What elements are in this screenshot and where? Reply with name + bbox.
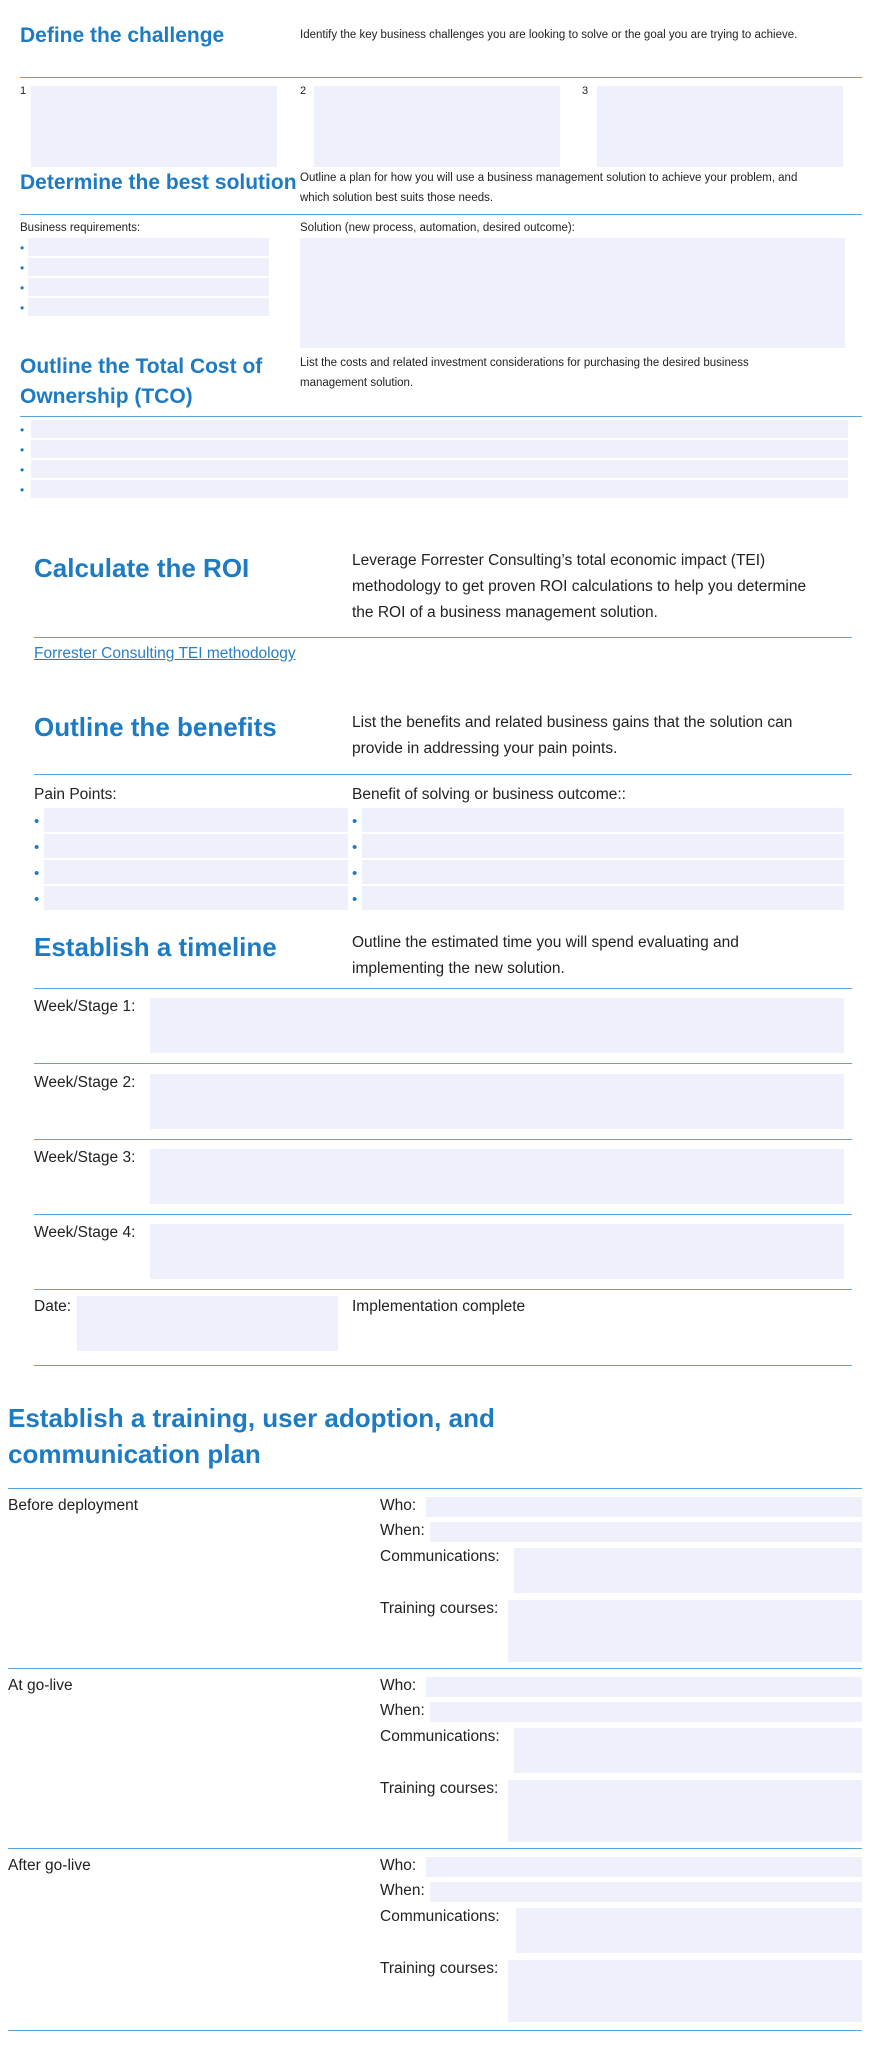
tco-bullet-3: • [20, 463, 25, 477]
golive-who-field[interactable] [426, 1677, 862, 1697]
roi-description-line-3: the ROI of a business management solution. [352, 604, 658, 621]
after-who-label: Who: [380, 1857, 417, 1874]
roi-rule [34, 637, 852, 638]
date-field[interactable] [77, 1296, 338, 1351]
benefit-field-3[interactable] [362, 860, 844, 884]
tco-title-line-2: Ownership (TCO) [20, 385, 193, 408]
tco-description-line-1: List the costs and related investment considerations for purchasing the desired business [300, 357, 749, 369]
benefit-bullet-3: • [352, 865, 358, 882]
training-rule-bottom [8, 2030, 862, 2031]
benefit-bullet-4: • [352, 891, 358, 908]
stage-4-rule [34, 1289, 852, 1290]
challenge-box-number-1: 1 [20, 85, 27, 97]
training-rule-top [8, 1488, 862, 1489]
pain-bullet-2: • [34, 839, 40, 856]
solution-description-line-1: Outline a plan for how you will use a business management solution to achieve your problem, and [300, 172, 798, 184]
challenge-title: Define the challenge [20, 24, 225, 47]
stage-2-rule [34, 1139, 852, 1140]
phase-before-deployment: Before deployment [8, 1497, 139, 1514]
stage-4-field[interactable] [150, 1224, 844, 1279]
challenge-box-2[interactable] [314, 86, 560, 167]
requirements-label: Business requirements: [20, 222, 141, 234]
benefit-field-1[interactable] [362, 808, 844, 832]
stage-3-field[interactable] [150, 1149, 844, 1204]
stage-3-rule [34, 1214, 852, 1215]
tco-field-4[interactable] [31, 480, 848, 498]
timeline-rule-bottom [34, 1365, 852, 1366]
pain-field-1[interactable] [44, 808, 348, 832]
tco-rule [20, 416, 862, 417]
benefit-bullet-1: • [352, 813, 358, 830]
challenge-box-number-3: 3 [582, 85, 589, 97]
pain-bullet-4: • [34, 891, 40, 908]
timeline-description-line-2: implementing the new solution. [352, 960, 565, 977]
benefit-label: Benefit of solving or business outcome:: [352, 786, 626, 803]
phase-2-rule [8, 1848, 862, 1849]
requirement-bullet-2: • [20, 261, 25, 275]
phase-at-go-live: At go-live [8, 1677, 73, 1694]
pain-bullet-3: • [34, 865, 40, 882]
golive-when-field[interactable] [430, 1702, 862, 1722]
tco-bullet-1: • [20, 423, 25, 437]
benefits-description-line-2: provide in addressing your pain points. [352, 740, 618, 757]
training-title-line-1: Establish a training, user adoption, and [8, 1403, 495, 1433]
timeline-rule-top [34, 988, 852, 989]
roi-title: Calculate the ROI [34, 553, 250, 583]
golive-communications-field[interactable] [514, 1728, 862, 1773]
tei-methodology-link[interactable]: Forrester Consulting TEI methodology [34, 645, 296, 662]
pain-bullet-1: • [34, 813, 40, 830]
tco-field-1[interactable] [31, 420, 848, 438]
implementation-complete-label: Implementation complete [352, 1298, 526, 1315]
golive-when-label: When: [380, 1702, 425, 1719]
challenge-description: Identify the key business challenges you are looking to solve or the goal you are trying to achieve. [300, 29, 798, 41]
solution-field[interactable] [300, 238, 845, 348]
before-courses-field[interactable] [508, 1600, 862, 1662]
pain-points-label: Pain Points: [34, 786, 117, 803]
after-courses-label: Training courses: [380, 1960, 499, 1977]
tco-title-line-1: Outline the Total Cost of [20, 355, 263, 378]
pain-field-4[interactable] [44, 886, 348, 910]
before-who-field[interactable] [426, 1497, 862, 1517]
benefits-title: Outline the benefits [34, 712, 277, 742]
after-communications-field[interactable] [516, 1908, 862, 1953]
golive-courses-label: Training courses: [380, 1780, 499, 1797]
after-when-label: When: [380, 1882, 425, 1899]
challenge-box-number-2: 2 [300, 85, 307, 97]
stage-2-label: Week/Stage 2: [34, 1074, 136, 1091]
date-label: Date: [34, 1298, 72, 1315]
after-courses-field[interactable] [508, 1960, 862, 2022]
before-when-label: When: [380, 1522, 425, 1539]
before-communications-label: Communications: [380, 1548, 500, 1565]
tco-field-3[interactable] [31, 460, 848, 478]
pain-field-2[interactable] [44, 834, 348, 858]
solution-title: Determine the best solution [20, 171, 297, 194]
phase-1-rule [8, 1668, 862, 1669]
timeline-description-line-1: Outline the estimated time you will spend evaluating and [352, 934, 739, 951]
challenge-box-1[interactable] [31, 86, 277, 167]
requirement-bullet-3: • [20, 281, 25, 295]
before-when-field[interactable] [430, 1522, 862, 1542]
requirement-field-4[interactable] [28, 298, 269, 316]
stage-1-rule [34, 1063, 852, 1064]
tco-bullet-2: • [20, 443, 25, 457]
benefits-description-line-1: List the benefits and related business gains that the solution can [352, 714, 793, 731]
solution-rule [20, 214, 862, 215]
requirement-bullet-4: • [20, 301, 25, 315]
golive-who-label: Who: [380, 1677, 417, 1694]
stage-1-field[interactable] [150, 998, 844, 1053]
solution-label: Solution (new process, automation, desired outcome): [300, 222, 575, 234]
tco-description-line-2: management solution. [300, 377, 414, 389]
requirement-bullet-1: • [20, 241, 25, 255]
after-communications-label: Communications: [380, 1908, 500, 1925]
phase-after-go-live: After go-live [8, 1857, 91, 1874]
solution-description-line-2: which solution best suits those needs. [300, 192, 494, 204]
challenge-box-3[interactable] [597, 86, 843, 167]
roi-description-line-1: Leverage Forrester Consulting’s total economic impact (TEI) [352, 552, 766, 569]
tco-field-2[interactable] [31, 440, 848, 458]
golive-courses-field[interactable] [508, 1780, 862, 1842]
tco-bullet-4: • [20, 483, 25, 497]
challenge-rule [20, 77, 862, 78]
stage-4-label: Week/Stage 4: [34, 1224, 136, 1241]
requirement-field-3[interactable] [28, 278, 269, 296]
stage-1-label: Week/Stage 1: [34, 998, 136, 1015]
timeline-title: Establish a timeline [34, 932, 277, 962]
before-communications-field[interactable] [514, 1548, 862, 1593]
requirement-field-2[interactable] [28, 258, 269, 276]
before-who-label: Who: [380, 1497, 417, 1514]
after-when-field[interactable] [430, 1882, 862, 1902]
benefit-bullet-2: • [352, 839, 358, 856]
benefit-field-2[interactable] [362, 834, 844, 858]
golive-communications-label: Communications: [380, 1728, 500, 1745]
requirement-field-1[interactable] [28, 238, 269, 256]
roi-description-line-2: methodology to get proven ROI calculations to help you determine [352, 578, 807, 595]
benefits-rule [34, 774, 852, 775]
stage-3-label: Week/Stage 3: [34, 1149, 136, 1166]
after-who-field[interactable] [426, 1857, 862, 1877]
training-title-line-2: communication plan [8, 1439, 261, 1469]
pain-field-3[interactable] [44, 860, 348, 884]
before-courses-label: Training courses: [380, 1600, 499, 1617]
benefit-field-4[interactable] [362, 886, 844, 910]
stage-2-field[interactable] [150, 1074, 844, 1129]
